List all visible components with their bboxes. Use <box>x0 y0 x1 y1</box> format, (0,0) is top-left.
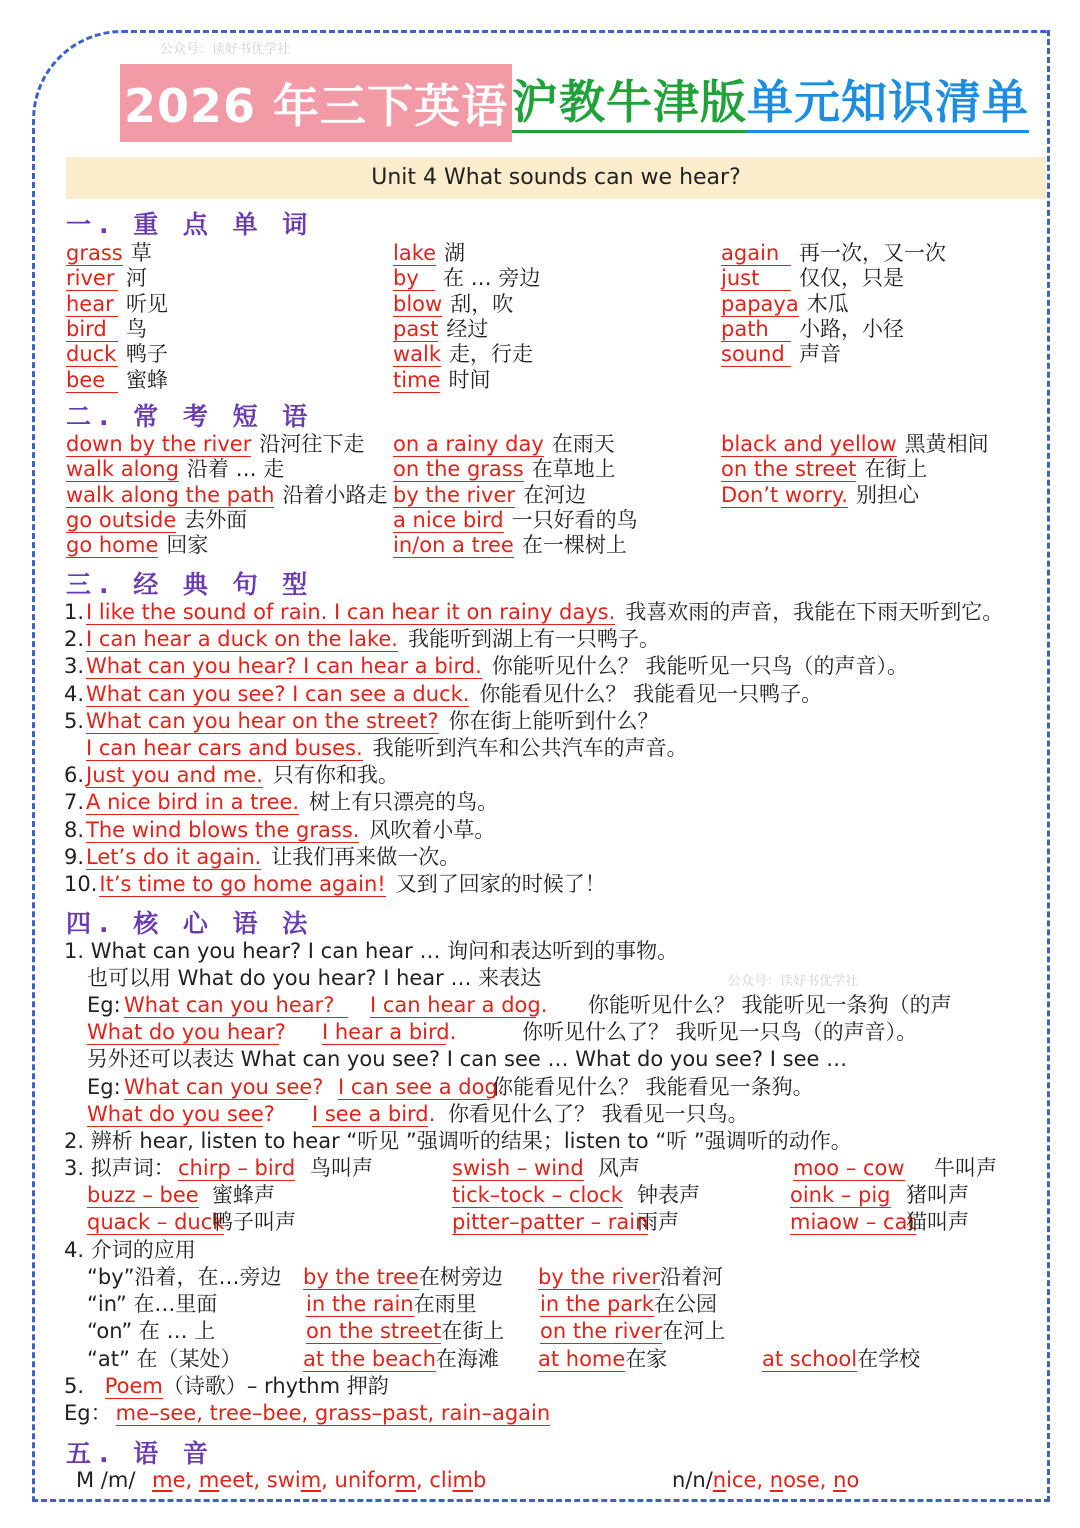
chinese-meaning: 再一次，又一次 <box>799 241 946 265</box>
sentence-item <box>64 817 495 843</box>
preposition-phrase: at home <box>538 1346 626 1371</box>
phonics-highlight: m <box>198 1468 220 1492</box>
preposition-phrase: at the beach <box>303 1346 436 1371</box>
chinese-meaning: 在草地上 <box>531 457 616 482</box>
chinese-meaning: 在河边 <box>523 482 587 507</box>
phrase-item <box>721 456 927 482</box>
sentence-english: I can hear cars and buses. <box>86 736 363 760</box>
example-answer: I can see a dog. <box>338 1075 505 1099</box>
example-answer: I hear a bird. <box>322 1020 457 1044</box>
chinese-meaning: 一只好看的鸟 <box>511 507 638 532</box>
chinese-meaning: 河 <box>126 266 147 291</box>
english-term: sound <box>721 342 791 367</box>
chinese-meaning: 沿着小路走 <box>282 482 388 507</box>
word-item <box>721 316 904 342</box>
word-item <box>66 265 147 291</box>
phrase-item <box>393 456 616 482</box>
chinese-meaning: 听见 <box>126 291 168 316</box>
sentence-item <box>64 681 822 707</box>
word-item <box>393 265 540 291</box>
sentence-item <box>64 871 606 897</box>
english-term: river <box>66 266 118 291</box>
sentence-number: 7. <box>64 790 85 815</box>
sentence-chinese: 我能听到湖上有一只鸭子。 <box>407 627 660 652</box>
phonics-highlight: n <box>833 1468 847 1492</box>
sentence-english: What can you hear? I can hear a bird. <box>86 654 482 679</box>
english-term: past <box>393 316 439 341</box>
sentence-english: What can you see? I can see a duck. <box>86 681 470 706</box>
grammar-point-3: 3. 拟声词： <box>64 1156 175 1180</box>
english-term: again <box>721 241 791 266</box>
sentence-chinese: 让我们再来做一次。 <box>271 844 461 869</box>
sentence-chinese: 你能听见什么？ 我能听见一只鸟（的声音）。 <box>491 654 908 679</box>
chinese-meaning: 沿河往下走 <box>259 432 365 456</box>
onomatopoeia-meaning: 猪叫声 <box>906 1183 969 1208</box>
preposition-phrase: on the river <box>540 1319 663 1344</box>
separator: , <box>819 1468 834 1492</box>
example-translation: 你听见什么了？ 我听见一只鸟（的声音）。 <box>522 1020 918 1044</box>
preposition-phrase: on the street <box>306 1319 442 1344</box>
phrase-item <box>66 431 364 457</box>
sentence-english: What can you hear on the street? <box>86 708 439 733</box>
onomatopoeia-word: buzz – bee <box>87 1183 199 1208</box>
english-term: bird <box>66 317 118 342</box>
english-term: by the river <box>393 482 516 507</box>
onomatopoeia-meaning: 鸭子叫声 <box>212 1210 296 1235</box>
phonics-word: climb <box>429 1468 487 1492</box>
preposition-phrase: in the rain <box>306 1292 414 1317</box>
onomatopoeia-meaning: 猫叫声 <box>906 1210 969 1235</box>
english-term: on a rainy day <box>393 432 544 456</box>
chinese-meaning: 经过 <box>446 316 489 341</box>
onomatopoeia-term <box>793 1155 905 1181</box>
preposition-phrase: by the tree <box>303 1265 419 1289</box>
example-question: What do you hear? <box>87 1020 286 1044</box>
grammar-point-1-alt: 也可以用 What do you hear? I hear … 来表达 <box>87 966 542 990</box>
preposition-meaning: 在公园 <box>653 1292 717 1317</box>
section-heading-grammar: 四. 核 心 语 法 <box>66 909 316 938</box>
title-part-2: 沪教牛津版 <box>512 74 747 133</box>
sentence-english: I like the sound of rain. I can hear it on rainy days. <box>86 600 616 624</box>
word-item <box>393 341 533 367</box>
chinese-meaning: 仅仅，只是 <box>799 266 904 291</box>
word-item <box>721 341 841 367</box>
separator: , <box>185 1468 199 1492</box>
word-item <box>66 316 147 342</box>
chinese-meaning: 湖 <box>444 241 466 265</box>
phonics-m-words <box>152 1468 486 1492</box>
english-term: bee <box>66 368 118 393</box>
grammar-point-2: 2. 辨析 hear, listen to hear “听见 ”强调听的结果；listen to “听 ”强调听的动作。 <box>64 1129 852 1153</box>
onomatopoeia-meaning: 蜜蜂声 <box>212 1183 275 1208</box>
english-term: walk along the path <box>66 482 275 507</box>
chinese-meaning: 在一棵树上 <box>521 533 627 558</box>
preposition-example <box>303 1264 503 1290</box>
preposition-meaning: 在海滩 <box>435 1346 499 1371</box>
phonics-word: nose <box>769 1468 820 1492</box>
sentence-number: 1. <box>64 600 85 624</box>
word-item <box>66 240 152 266</box>
word-item <box>66 367 168 393</box>
chinese-meaning: 蜜蜂 <box>126 367 168 392</box>
phonics-highlight: m <box>300 1468 322 1492</box>
preposition-phrase: by the river <box>538 1265 661 1289</box>
preposition-meaning: 在学校 <box>857 1346 921 1371</box>
sentence-chinese: 风吹着小草。 <box>369 817 496 842</box>
onomatopoeia-word: moo – cow <box>793 1156 905 1180</box>
page-title <box>120 62 1029 144</box>
preposition-meaning: 在街上 <box>441 1319 505 1344</box>
separator: , <box>321 1468 335 1492</box>
word-item <box>393 240 465 266</box>
word-item <box>393 367 490 393</box>
word-item <box>393 316 488 342</box>
eg-label: Eg: <box>87 993 121 1017</box>
word-item <box>721 240 946 266</box>
onomatopoeia-term <box>452 1209 648 1235</box>
sentence-number: 8. <box>64 817 85 842</box>
phonics-n-label: n/n/ <box>672 1468 713 1492</box>
sentence-number: 6. <box>64 763 85 788</box>
word-item <box>66 341 168 367</box>
onomatopoeia-term <box>790 1182 891 1208</box>
example-question: What do you see? <box>87 1102 275 1126</box>
preposition-meaning: 在家 <box>625 1346 668 1371</box>
sentence-number: 10. <box>64 872 98 896</box>
phrase-item <box>66 532 208 558</box>
phonics-word: nice <box>712 1468 757 1492</box>
phrase-item <box>66 482 387 508</box>
english-term: go home <box>66 533 159 558</box>
onomatopoeia-meaning: 鸟叫声 <box>310 1156 373 1180</box>
english-term: in/on a tree <box>393 533 514 558</box>
phrase-item <box>66 507 247 533</box>
sentence-item <box>64 844 460 870</box>
chinese-meaning: 草 <box>130 241 152 265</box>
sentence-chinese: 又到了回家的时候了！ <box>395 872 606 896</box>
english-term: go outside <box>66 507 177 532</box>
preposition-label: “at” 在（某处） <box>87 1346 242 1371</box>
phonics-highlight: m <box>395 1468 416 1492</box>
chinese-meaning: 走，行走 <box>449 342 534 367</box>
word-item <box>66 291 168 317</box>
onomatopoeia-term <box>87 1209 224 1235</box>
phonics-word: me <box>152 1468 186 1492</box>
phrase-item <box>393 532 627 558</box>
english-term: just <box>721 266 791 291</box>
separator: , <box>415 1468 430 1492</box>
sentence-item <box>64 762 399 788</box>
chinese-meaning: 时间 <box>448 367 491 392</box>
grammar-point-5: 5. Poem（诗歌）– rhythm 押韵 <box>64 1374 389 1398</box>
english-term: hear <box>66 292 118 317</box>
example-question: What can you see? <box>124 1075 324 1099</box>
sentence-item <box>64 599 1003 625</box>
chinese-meaning: 在 … 旁边 <box>443 266 541 291</box>
phonics-highlight: m <box>152 1468 173 1492</box>
sentence-english: Let’s do it again. <box>86 844 262 869</box>
onomatopoeia-word: quack – duck <box>87 1210 225 1235</box>
unit-banner: Unit 4 What sounds can we hear? <box>66 157 1046 199</box>
onomatopoeia-word: tick–tock – clock <box>452 1183 623 1208</box>
preposition-phrase: in the park <box>540 1292 654 1317</box>
sentence-english: I can hear a duck on the lake. <box>86 627 398 652</box>
phrase-item <box>721 482 919 508</box>
sentence-number: 9. <box>64 844 85 869</box>
english-term: grass <box>66 241 123 265</box>
phrase-item <box>393 507 638 533</box>
preposition-example <box>306 1291 477 1317</box>
english-term: a nice bird <box>393 507 504 532</box>
chinese-meaning: 鸭子 <box>126 342 168 367</box>
sentence-chinese: 只有你和我。 <box>272 763 399 788</box>
english-term: lake <box>393 241 437 265</box>
chinese-meaning: 沿着 … 走 <box>186 457 285 482</box>
sentence-number: 3. <box>64 654 85 679</box>
example-question: What can you hear? <box>124 992 348 1018</box>
phonics-word: swim <box>266 1468 322 1492</box>
section-heading-sentences: 三. 经 典 句 型 <box>66 570 316 599</box>
phonics-n-words <box>713 1468 860 1492</box>
word-item <box>393 291 513 317</box>
sentence-number: 2. <box>64 627 85 652</box>
english-term: walk along <box>66 457 179 482</box>
grammar-point-4: 4. 介词的应用 <box>64 1238 196 1262</box>
sentence-english: Just you and me. <box>86 763 263 788</box>
example-answer: I can hear a dog. <box>370 993 548 1017</box>
english-term: papaya <box>721 291 799 316</box>
section-heading-phrases: 二. 常 考 短 语 <box>66 402 316 431</box>
chinese-meaning: 去外面 <box>184 507 248 532</box>
english-term: blow <box>393 291 443 316</box>
section-heading-phonics: 五. 语 音 <box>66 1439 216 1468</box>
separator: , <box>253 1468 267 1492</box>
phonics-word: uniform <box>334 1468 416 1492</box>
english-term: on the grass <box>393 457 524 482</box>
chinese-meaning: 刮，吹 <box>450 291 514 316</box>
word-item <box>721 291 849 317</box>
phonics-word: meet <box>198 1468 254 1492</box>
phonics-m <box>76 1467 486 1493</box>
onomatopoeia-meaning: 钟表声 <box>637 1183 700 1208</box>
sentence-chinese: 你能看见什么？ 我能看见一只鸭子。 <box>479 681 823 706</box>
english-term: Don’t worry. <box>721 482 848 507</box>
english-term: walk <box>393 342 442 367</box>
example-line <box>87 992 121 1018</box>
phrase-item <box>66 456 284 482</box>
english-term: duck <box>66 342 117 367</box>
example-translation: 你看见什么了？ 我看见一只鸟。 <box>448 1102 749 1126</box>
sentence-item <box>64 653 908 679</box>
preposition-label: “on” 在 … 上 <box>87 1319 216 1344</box>
sentence-english: The wind blows the grass. <box>86 817 360 842</box>
sentence-item <box>64 735 688 761</box>
word-item <box>721 265 904 291</box>
onomatopoeia-word: pitter–patter – rain <box>452 1210 649 1235</box>
phrase-item <box>721 431 989 457</box>
title-part-1: 2026 年三下英语 <box>120 64 512 142</box>
onomatopoeia-word: swish – wind <box>452 1156 584 1180</box>
chinese-meaning: 小路，小径 <box>799 316 904 341</box>
preposition-meaning: 沿着河 <box>660 1265 724 1289</box>
english-term: path <box>721 317 791 342</box>
phrase-item <box>393 482 586 508</box>
preposition-label: “in” 在…里面 <box>87 1292 218 1317</box>
sentence-item <box>64 708 659 734</box>
chinese-meaning: 在街上 <box>864 457 928 482</box>
preposition-meaning: 在河上 <box>662 1319 726 1344</box>
onomatopoeia-term <box>178 1155 295 1181</box>
preposition-example <box>303 1346 499 1372</box>
onomatopoeia-meaning: 雨声 <box>637 1210 679 1235</box>
onomatopoeia-meaning: 风声 <box>598 1156 640 1180</box>
onomatopoeia-word: miaow – cat <box>790 1210 916 1235</box>
separator: , <box>756 1468 770 1492</box>
phonics-n <box>672 1467 859 1493</box>
english-term: down by the river <box>66 432 252 456</box>
english-term: by <box>393 266 435 291</box>
example-answer: I see a bird. <box>312 1102 436 1126</box>
onomatopoeia-term <box>87 1182 199 1208</box>
preposition-example <box>540 1318 725 1344</box>
phonics-highlight: n <box>712 1468 727 1492</box>
chinese-meaning: 声音 <box>799 342 841 367</box>
grammar-point-1-see: 另外还可以表达 What can you see? I can see … What do you see? I see … <box>87 1047 848 1071</box>
phonics-highlight: m <box>452 1468 474 1492</box>
phrase-item <box>393 431 615 457</box>
chinese-meaning: 黑黄相间 <box>904 432 989 456</box>
sentence-number: 5. <box>64 708 85 733</box>
preposition-label: “by”沿着，在…旁边 <box>87 1265 282 1289</box>
preposition-meaning: 在雨里 <box>413 1292 477 1317</box>
preposition-example <box>540 1291 717 1317</box>
section-heading-words: 一. 重 点 单 词 <box>66 210 316 239</box>
english-term: on the street <box>721 457 857 482</box>
sentence-chinese: 树上有只漂亮的鸟。 <box>309 790 499 815</box>
example-line: Eg: <box>87 1075 121 1099</box>
sentence-english: A nice bird in a tree. <box>86 790 300 815</box>
sentence-english: It’s time to go home again! <box>99 872 386 896</box>
phonics-highlight: n <box>769 1468 784 1492</box>
preposition-example <box>306 1318 504 1344</box>
sentence-chinese: 你在街上能听到什么？ <box>448 708 659 733</box>
chinese-meaning: 回家 <box>166 533 209 558</box>
watermark: 公众号：读好书优学社 <box>728 974 859 989</box>
example-translation: 你能看见什么？ 我能看见一条狗。 <box>492 1075 814 1099</box>
poem-word: Poem <box>104 1374 163 1398</box>
phonics-m-label: M /m/ <box>76 1468 136 1492</box>
example-translation: 你能听见什么？ 我能听见一条狗（的声 <box>588 993 952 1017</box>
chinese-meaning: 在雨天 <box>551 432 615 456</box>
preposition-example <box>538 1264 723 1290</box>
poem-example: Eg： me–see, tree–bee, grass–past, rain–again <box>64 1401 551 1425</box>
chinese-meaning: 木瓜 <box>806 291 849 316</box>
phonics-word: no <box>833 1468 860 1492</box>
preposition-example <box>538 1346 667 1372</box>
preposition-phrase: at school <box>762 1346 858 1371</box>
sentence-number: 4. <box>64 681 85 706</box>
onomatopoeia-word: oink – pig <box>790 1183 891 1208</box>
chinese-meaning: 别担心 <box>855 482 919 507</box>
title-part-3: 单元知识清单 <box>747 74 1029 133</box>
sentence-item <box>64 789 498 815</box>
watermark: 公众号：读好书优学社 <box>160 42 291 57</box>
sentence-item <box>64 626 660 652</box>
english-term: time <box>393 367 441 392</box>
english-term: black and yellow <box>721 432 897 456</box>
onomatopoeia-term <box>452 1182 623 1208</box>
sentence-chinese: 我喜欢雨的声音，我能在下雨天听到它。 <box>625 600 1004 624</box>
onomatopoeia-word: chirp – bird <box>178 1156 296 1180</box>
preposition-example <box>762 1346 920 1372</box>
chinese-meaning: 鸟 <box>126 316 147 341</box>
onomatopoeia-meaning: 牛叫声 <box>934 1156 997 1180</box>
sentence-chinese: 我能听到汽车和公共汽车的声音。 <box>372 736 688 760</box>
preposition-meaning: 在树旁边 <box>418 1265 503 1289</box>
grammar-point-1: 1. What can you hear? I can hear … 询问和表达听到的事物。 <box>64 939 679 963</box>
onomatopoeia-term <box>790 1209 916 1235</box>
onomatopoeia-term <box>452 1155 584 1181</box>
